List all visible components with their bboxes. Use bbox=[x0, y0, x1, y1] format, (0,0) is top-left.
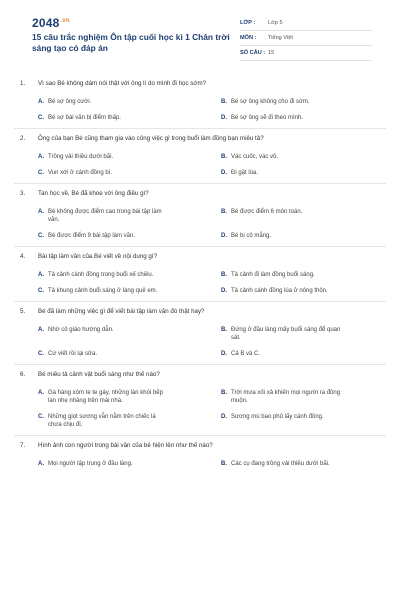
option-d[interactable] bbox=[221, 114, 386, 122]
option-b[interactable] bbox=[221, 271, 386, 279]
option-text: Bé sợ ông không cho đi sớm. bbox=[231, 99, 310, 105]
option-letter: C. bbox=[38, 351, 44, 357]
option-d[interactable] bbox=[221, 287, 386, 295]
question-text: Vì sao Bé không dám nói thật với ông lí do mình đi học sớm? bbox=[38, 80, 207, 87]
option-text: Các cụ đang trồng vải thiều dưới bãi. bbox=[231, 461, 330, 467]
option-d[interactable] bbox=[221, 169, 386, 177]
option-letter: B. bbox=[221, 209, 227, 215]
question-text: Hình ảnh con người trong bài văn của bé hiện lên như thế nào? bbox=[38, 442, 213, 449]
option-letter: B. bbox=[221, 154, 227, 160]
option-d[interactable] bbox=[221, 232, 386, 240]
question-number: 5. bbox=[20, 308, 26, 315]
question-item bbox=[14, 365, 386, 436]
option-a[interactable] bbox=[38, 271, 203, 279]
option-letter: D. bbox=[221, 288, 227, 294]
question-text: Bài tập làm văn của Bé viết về nội dung gì? bbox=[38, 253, 158, 260]
option-b[interactable] bbox=[221, 389, 386, 405]
option-text: Bé bị cô mắng. bbox=[231, 233, 272, 239]
option-letter: B. bbox=[221, 99, 227, 105]
option-letter: D. bbox=[221, 414, 227, 420]
option-b[interactable] bbox=[221, 326, 386, 342]
question-number: 1. bbox=[20, 80, 26, 87]
option-letter: B. bbox=[221, 327, 227, 333]
header bbox=[14, 0, 386, 66]
option-letter: A. bbox=[38, 209, 44, 215]
question-number: 7. bbox=[20, 442, 26, 449]
option-text: Cứ viết rồi lại sửa. bbox=[48, 351, 98, 357]
meta-label: MÔN : bbox=[240, 35, 257, 41]
meta-value: 15 bbox=[268, 50, 275, 56]
meta-label: SỐ CÂU : bbox=[240, 50, 266, 56]
option-letter: D. bbox=[221, 351, 227, 357]
question-number: 3. bbox=[20, 190, 26, 197]
question-item bbox=[14, 302, 386, 365]
option-c[interactable] bbox=[38, 413, 203, 429]
question-item bbox=[14, 74, 386, 129]
option-b[interactable] bbox=[221, 208, 386, 224]
option-text: Tả khung cảnh buổi sáng ở làng quê em. bbox=[48, 288, 158, 294]
logo-suffix: .vn bbox=[60, 18, 70, 24]
option-text: Tả cảnh cánh đồng lúa ở nông thôn. bbox=[231, 288, 328, 294]
option-letter: D. bbox=[221, 170, 227, 176]
option-text: Trời mưa xối xả khiến mọi người ra đồng muộn. bbox=[231, 390, 341, 404]
option-text: Mọi người tập trung ở đầu làng. bbox=[48, 461, 133, 467]
option-b[interactable] bbox=[221, 98, 386, 106]
option-letter: A. bbox=[38, 99, 44, 105]
option-letter: B. bbox=[221, 272, 227, 278]
question-number: 6. bbox=[20, 371, 26, 378]
option-b[interactable] bbox=[221, 460, 386, 468]
meta-value: Tiếng Việt bbox=[268, 35, 293, 41]
option-c[interactable] bbox=[38, 287, 203, 295]
option-c[interactable] bbox=[38, 114, 203, 122]
question-list bbox=[14, 74, 386, 474]
option-text: Bé không được điểm cao trong bài tập làm văn. bbox=[48, 209, 162, 223]
option-a[interactable] bbox=[38, 208, 203, 224]
question-text: Bé miêu tả cảnh vật buổi sáng như thế nào? bbox=[38, 371, 160, 378]
option-text: Bé sợ ông sẽ đi theo mình. bbox=[231, 115, 303, 121]
option-c[interactable] bbox=[38, 169, 203, 177]
option-b[interactable] bbox=[221, 153, 386, 161]
option-letter: B. bbox=[221, 461, 227, 467]
option-c[interactable] bbox=[38, 350, 203, 358]
option-a[interactable] bbox=[38, 153, 203, 161]
option-text: Nhờ cô giáo hướng dẫn. bbox=[48, 327, 114, 333]
option-c[interactable] bbox=[38, 232, 203, 240]
option-letter: D. bbox=[221, 115, 227, 121]
option-letter: C. bbox=[38, 233, 44, 239]
option-letter: C. bbox=[38, 414, 44, 420]
option-a[interactable] bbox=[38, 389, 203, 405]
meta-value: Lớp 5 bbox=[268, 20, 283, 26]
option-text: Đi gặt lúa. bbox=[231, 170, 259, 176]
option-text: Gà hàng xóm te te gáy, những làn khói bếp lan nhẹ nhàng trên mái nhà. bbox=[48, 390, 163, 404]
option-d[interactable] bbox=[221, 413, 386, 429]
option-letter: A. bbox=[38, 461, 44, 467]
meta-row-subject bbox=[240, 31, 372, 46]
page-title: 15 câu trắc nghiệm Ôn tập cuối học kì 1 Chân trời sáng tạo có đáp án bbox=[32, 32, 230, 53]
option-text: Bé sợ bài văn bị điểm thấp. bbox=[48, 115, 121, 121]
question-text: Ông của bạn Bé cũng tham gia vào công việc gì trong buổi làm đồng bạn miêu tả? bbox=[38, 135, 264, 142]
option-letter: A. bbox=[38, 272, 44, 278]
option-letter: C. bbox=[38, 115, 44, 121]
option-text: Tả cảnh đi làm đồng buổi sáng. bbox=[231, 272, 315, 278]
question-text: Bé đã làm những việc gì để viết bài tập làm văn đó thật hay? bbox=[38, 308, 205, 315]
option-d[interactable] bbox=[221, 350, 386, 358]
option-letter: D. bbox=[221, 233, 227, 239]
question-item bbox=[14, 436, 386, 474]
option-letter: B. bbox=[221, 390, 227, 396]
option-a[interactable] bbox=[38, 326, 203, 342]
meta-row-count bbox=[240, 46, 372, 61]
question-item bbox=[14, 184, 386, 247]
option-text: Sương mù bao phủ lấy cánh đồng. bbox=[231, 414, 324, 420]
question-number: 2. bbox=[20, 135, 26, 142]
meta-label: LỚP : bbox=[240, 20, 256, 26]
option-letter: A. bbox=[38, 154, 44, 160]
option-text: Cả B và C. bbox=[231, 351, 261, 357]
option-a[interactable] bbox=[38, 98, 203, 106]
site-logo[interactable] bbox=[32, 16, 70, 30]
option-text: Bé sợ ông cười. bbox=[48, 99, 92, 105]
meta-table bbox=[240, 16, 372, 61]
option-text: Đứng ở đầu làng mấy buổi sáng để quan sát. bbox=[231, 327, 341, 341]
option-letter: A. bbox=[38, 327, 44, 333]
option-text: Trồng vải thiều dưới bãi. bbox=[48, 154, 114, 160]
option-text: Vác cuốc, vác vồ. bbox=[231, 154, 279, 160]
option-text: Những giọt sương vẫn nằm trên chiếc lá chưa chịu đi. bbox=[48, 414, 156, 428]
option-text: Vun xới ở cánh đồng bí. bbox=[48, 170, 113, 176]
question-number: 4. bbox=[20, 253, 26, 260]
question-text: Tan học về, Bé đã khoe với ông điều gì? bbox=[38, 190, 149, 197]
option-letter: C. bbox=[38, 170, 44, 176]
option-text: Bé được điểm 6 môn toán. bbox=[231, 209, 303, 215]
option-a[interactable] bbox=[38, 460, 203, 468]
question-item bbox=[14, 129, 386, 184]
option-letter: C. bbox=[38, 288, 44, 294]
question-item bbox=[14, 247, 386, 302]
option-letter: A. bbox=[38, 390, 44, 396]
option-text: Tả cảnh cánh đồng trong buổi xế chiều. bbox=[48, 272, 154, 278]
logo-text: 2048 bbox=[32, 16, 60, 30]
option-text: Bé được điểm 9 bài tập làm văn. bbox=[48, 233, 135, 239]
meta-row-class bbox=[240, 16, 372, 31]
